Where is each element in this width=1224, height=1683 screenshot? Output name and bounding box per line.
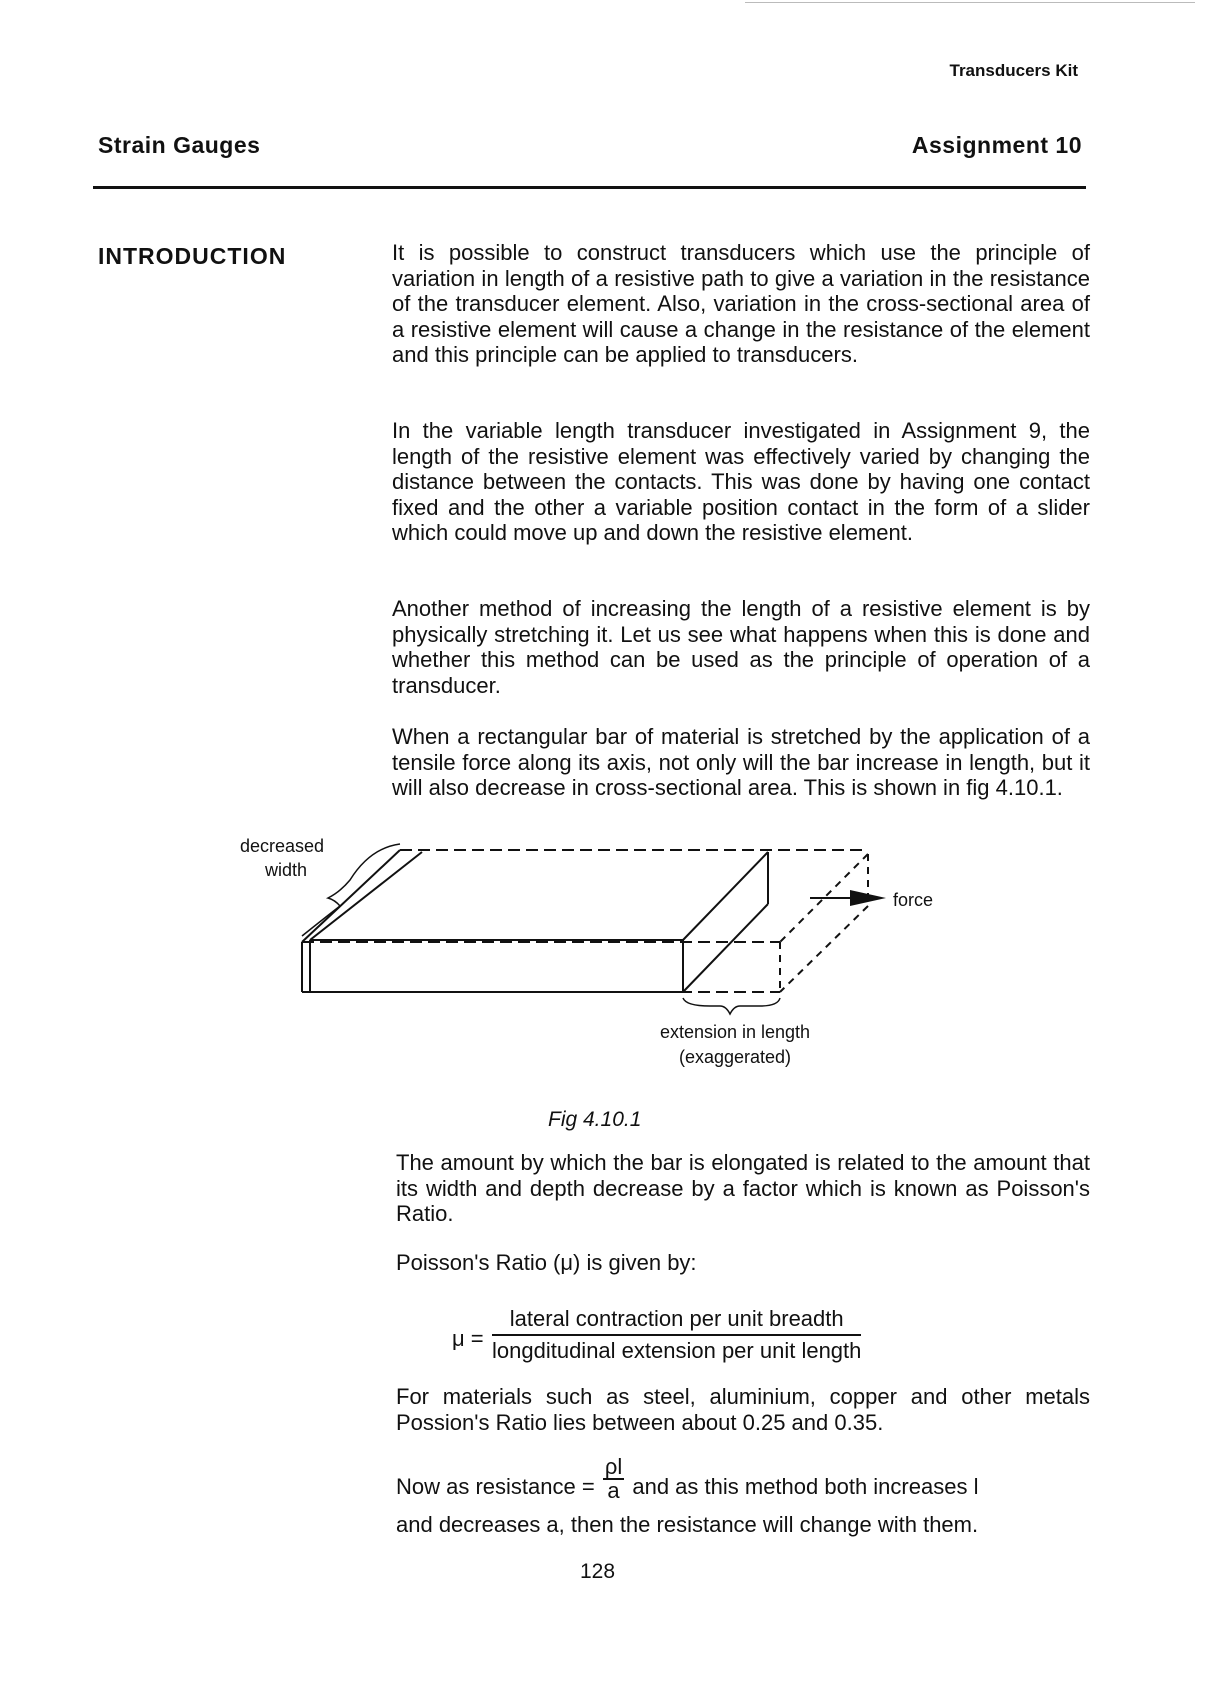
paragraph-3: Another method of increasing the length of a resistive element is by physically stretching it. Let us see what happens when this is done and whether this method can be used as the principle of operation of a transducer. bbox=[392, 596, 1090, 698]
introduction-heading: INTRODUCTION bbox=[98, 243, 287, 269]
rho-l: ρl bbox=[604, 1454, 623, 1480]
area-a: a bbox=[607, 1478, 620, 1504]
formula-denominator: longditudinal extension per unit length bbox=[492, 1338, 862, 1363]
resistance-prefix: Now as resistance = bbox=[396, 1474, 595, 1499]
formula-numerator: lateral contraction per unit breadth bbox=[492, 1306, 861, 1336]
paragraph-2: In the variable length transducer investigated in Assignment 9, the length of the resistive element was effectively varied by changing the distance between the contacts. This was done by having one contact fixed and the other a variable position contact in the form of a slider which could move up and down the resistive element. bbox=[392, 418, 1090, 546]
paragraph-7: For materials such as steel, aluminium, copper and other metals Possion's Ratio lies between about 0.25 and 0.35. bbox=[396, 1384, 1090, 1435]
poisson-fraction bbox=[492, 1306, 861, 1364]
paragraph-1: It is possible to construct transducers which use the principle of variation in length of a resistive path to give a variation in the resistance of the transducer element. Also, variation in the cross-sectional area of a resistive element will cause a change in the resistance of the element and this principle can be applied to transducers. bbox=[392, 240, 1090, 368]
force-arrowhead bbox=[850, 890, 886, 906]
resistance-line-2: and decreases a, then the resistance will change with them. bbox=[396, 1512, 979, 1537]
label-extension: extension in length bbox=[659, 1022, 811, 1042]
rho-l-over-a bbox=[603, 1456, 624, 1502]
label-force: force bbox=[893, 890, 934, 910]
paragraph-6: Poisson's Ratio (μ) is given by: bbox=[396, 1250, 697, 1275]
extension-brace bbox=[683, 998, 780, 1014]
paragraph-5: The amount by which the bar is elongated is related to the amount that its width and depth decrease by a factor which is known as Poisson's Ratio. bbox=[396, 1150, 1090, 1227]
mu-symbol: μ = bbox=[452, 1326, 484, 1351]
width-brace bbox=[302, 844, 400, 936]
top-rule bbox=[745, 2, 1195, 3]
assignment-title: Assignment 10 bbox=[911, 132, 1082, 158]
section-title: Strain Gauges bbox=[98, 132, 261, 158]
page-number: 128 bbox=[580, 1560, 616, 1583]
label-decreased: decreased bbox=[240, 836, 325, 856]
bar-stretch-figure bbox=[240, 840, 960, 1040]
header-rule bbox=[93, 186, 1086, 189]
bar-right-back-edge bbox=[683, 904, 768, 992]
extension-bottom-diagonal bbox=[780, 906, 868, 992]
bar-top-left-edge bbox=[310, 852, 422, 940]
resistance-suffix: and as this method both increases l bbox=[632, 1474, 979, 1499]
paragraph-4: When a rectangular bar of material is stretched by the application of a tensile force along its axis, not only will the bar increase in length, but it will also decrease in cross-sectional area. This is shown in fig 4.10.1. bbox=[392, 724, 1090, 801]
bar-top-right-edge bbox=[683, 852, 768, 940]
label-exaggerated: (exaggerated) bbox=[678, 1047, 792, 1067]
kit-title: Transducers Kit bbox=[949, 61, 1078, 80]
label-width: width bbox=[265, 860, 308, 880]
bar-front-face bbox=[310, 940, 683, 992]
figure-caption: Fig 4.10.1 bbox=[548, 1108, 642, 1131]
